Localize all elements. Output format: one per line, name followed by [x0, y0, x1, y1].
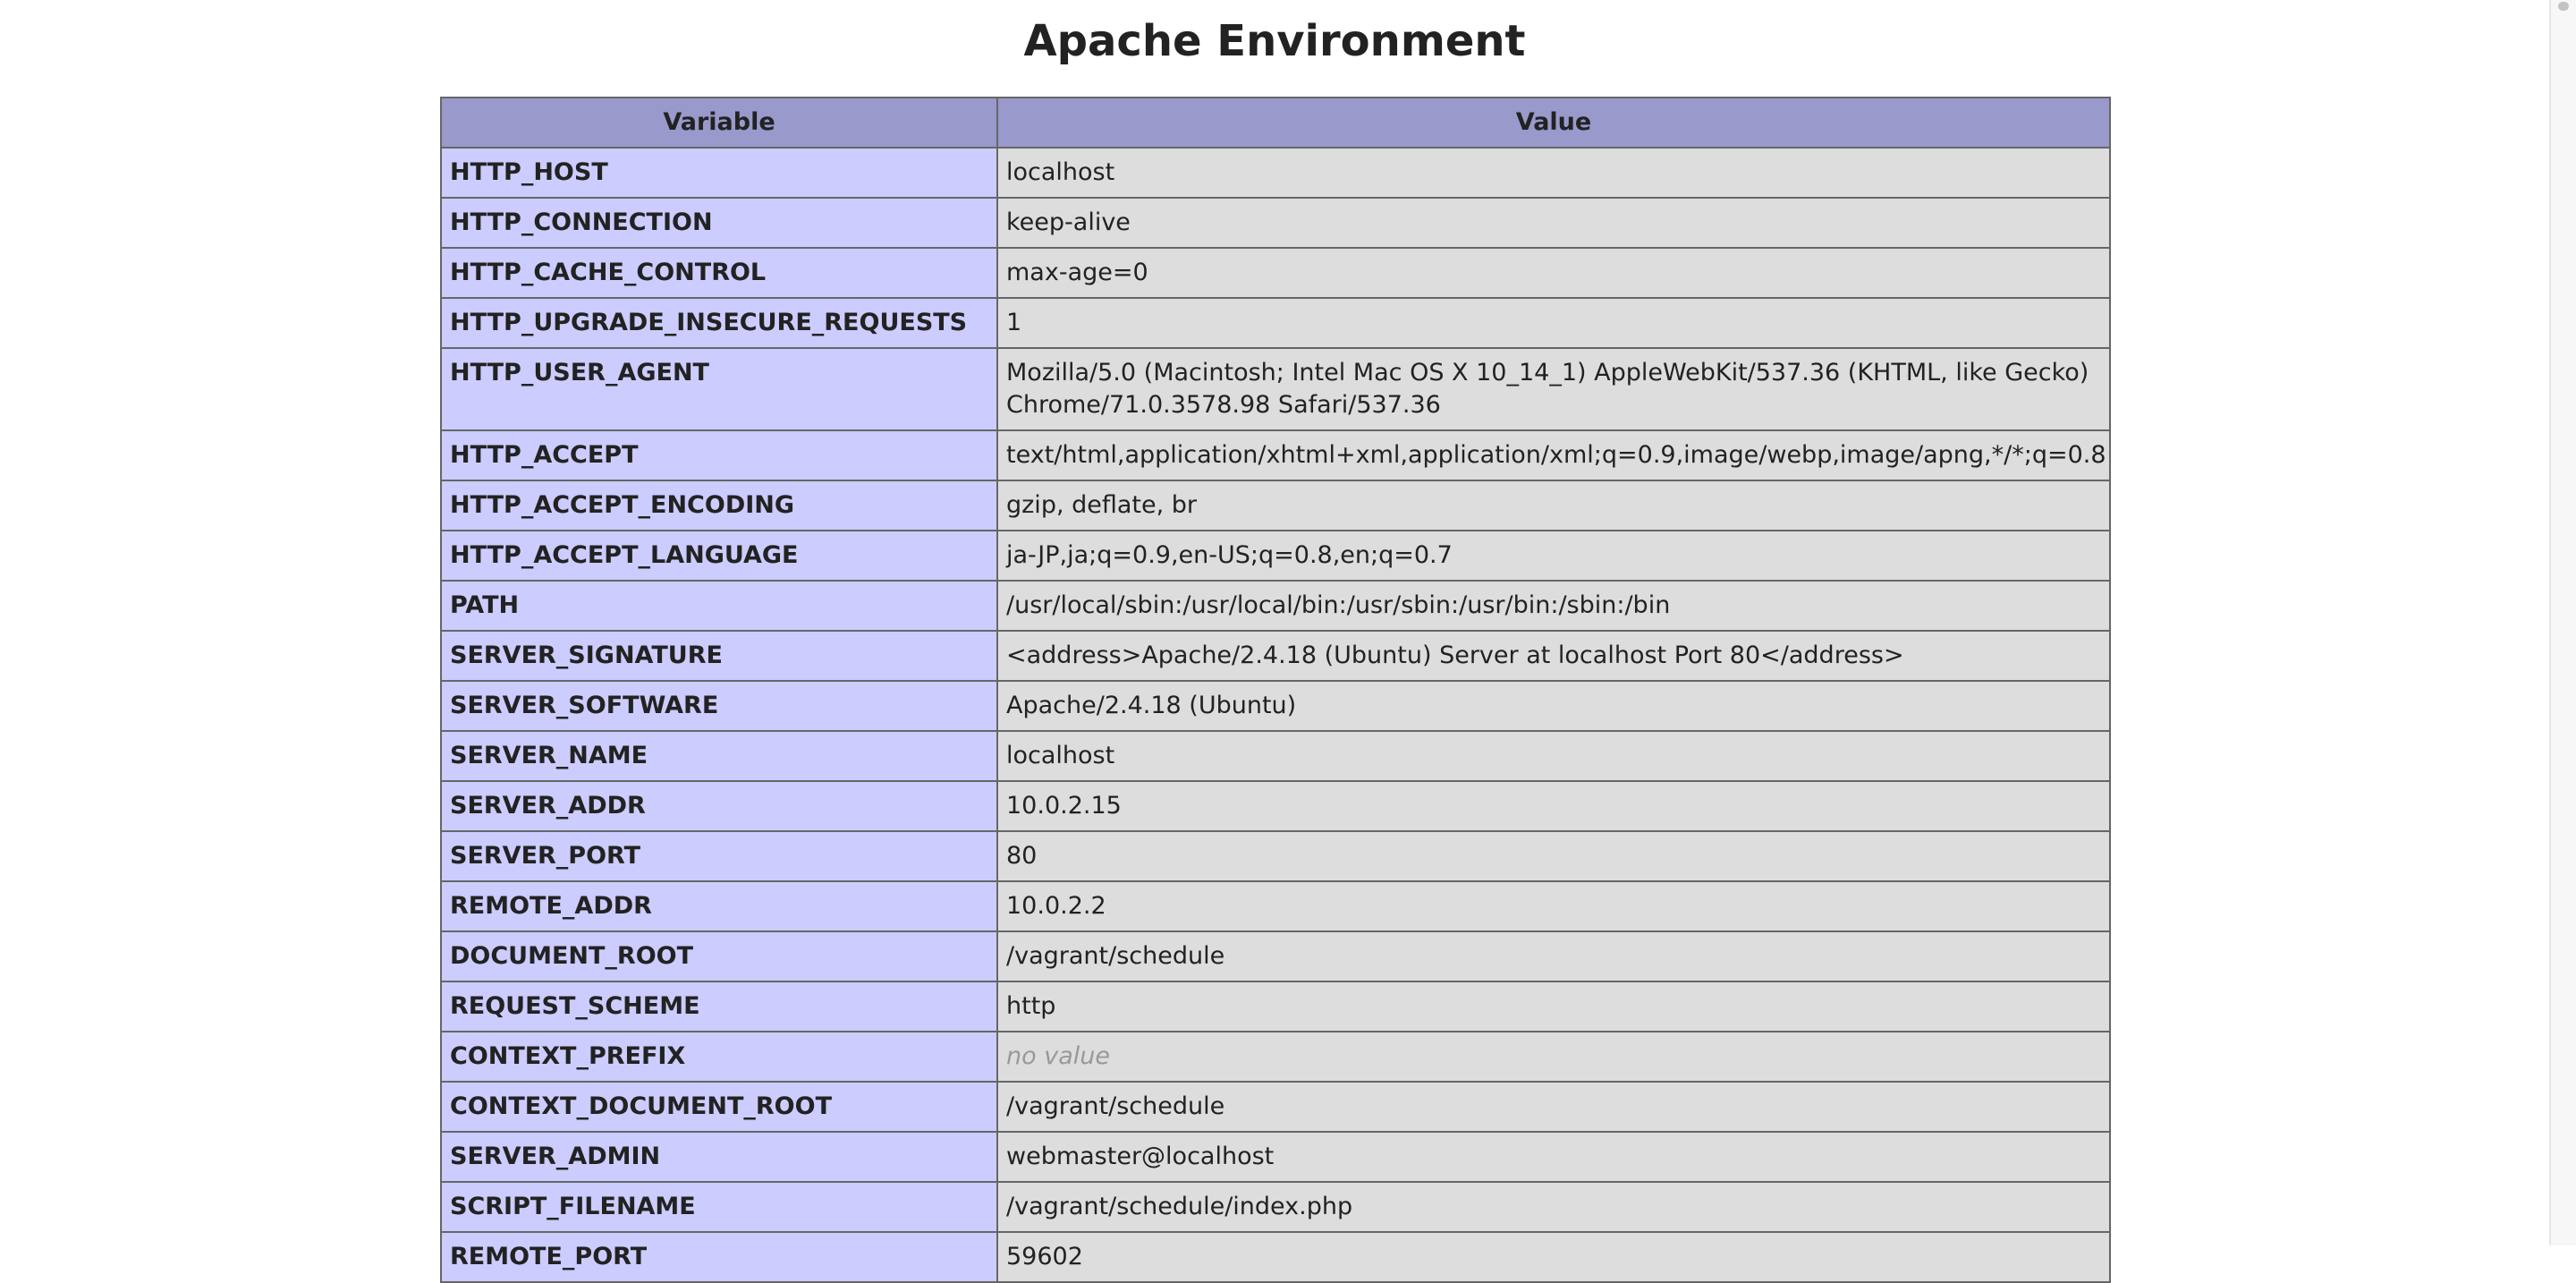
- variable-value-cell: localhost: [997, 148, 2110, 198]
- variable-name-cell: SCRIPT_FILENAME: [441, 1182, 997, 1232]
- variable-value-cell: 59602: [997, 1232, 2110, 1282]
- table-row: [441, 430, 2110, 480]
- table-row: [441, 681, 2110, 731]
- table-row: [441, 148, 2110, 198]
- table-row: [441, 1082, 2110, 1132]
- table-row: [441, 981, 2110, 1032]
- variable-value-cell: http: [997, 981, 2110, 1032]
- variable-value-cell: <address>Apache/2.4.18 (Ubuntu) Server at localhost Port 80</address>: [997, 631, 2110, 681]
- variable-column-header: Variable: [441, 98, 997, 148]
- variable-name-cell: REMOTE_ADDR: [441, 881, 997, 931]
- variable-value-cell: /vagrant/schedule: [997, 931, 2110, 981]
- variable-name-cell: CONTEXT_PREFIX: [441, 1032, 997, 1082]
- variable-name-cell: REMOTE_PORT: [441, 1232, 997, 1282]
- variable-value-cell: Apache/2.4.18 (Ubuntu): [997, 681, 2110, 731]
- table-row: [441, 1132, 2110, 1182]
- table-row: [441, 531, 2110, 581]
- variable-name-cell: HTTP_CONNECTION: [441, 198, 997, 248]
- scrollbar-thumb[interactable]: [2558, 2, 2569, 11]
- variable-value-cell: ja-JP,ja;q=0.9,en-US;q=0.8,en;q=0.7: [997, 531, 2110, 581]
- page-title: Apache Environment: [1023, 16, 1526, 66]
- variable-value-cell: text/html,application/xhtml+xml,application/xml;q=0.9,image/webp,image/apng,*/*;q=0.8: [997, 430, 2110, 480]
- table-row: [441, 1182, 2110, 1232]
- variable-name-cell: SERVER_ADMIN: [441, 1132, 997, 1182]
- variable-name-cell: DOCUMENT_ROOT: [441, 931, 997, 981]
- table-row: [441, 1032, 2110, 1082]
- variable-value-cell: gzip, deflate, br: [997, 480, 2110, 531]
- table-row: [441, 831, 2110, 881]
- variable-value-cell: /vagrant/schedule/index.php: [997, 1182, 2110, 1232]
- variable-name-cell: REQUEST_SCHEME: [441, 981, 997, 1032]
- variable-value-cell: 10.0.2.2: [997, 881, 2110, 931]
- variable-value-cell: /vagrant/schedule: [997, 1082, 2110, 1132]
- variable-name-cell: CONTEXT_DOCUMENT_ROOT: [441, 1082, 997, 1132]
- table-row: [441, 1232, 2110, 1282]
- no-value-label: no value: [1006, 1042, 1110, 1070]
- variable-name-cell: HTTP_ACCEPT_ENCODING: [441, 480, 997, 531]
- variable-value-cell: [997, 1032, 2110, 1082]
- variable-value-cell: Mozilla/5.0 (Macintosh; Intel Mac OS X 10_14_1) AppleWebKit/537.36 (KHTML, like Gecko) Chrome/71.0.3578.98 Safari/537.36: [997, 348, 2110, 430]
- variable-name-cell: HTTP_USER_AGENT: [441, 348, 997, 430]
- variable-value-cell: webmaster@localhost: [997, 1132, 2110, 1182]
- table-row: [441, 348, 2110, 430]
- variable-name-cell: HTTP_ACCEPT_LANGUAGE: [441, 531, 997, 581]
- variable-name-cell: SERVER_NAME: [441, 731, 997, 781]
- variable-value-cell: 80: [997, 831, 2110, 881]
- variable-value-cell: /usr/local/sbin:/usr/local/bin:/usr/sbin:/usr/bin:/sbin:/bin: [997, 581, 2110, 631]
- variable-value-cell: keep-alive: [997, 198, 2110, 248]
- variable-name-cell: SERVER_SOFTWARE: [441, 681, 997, 731]
- table-row: [441, 781, 2110, 831]
- table-row: [441, 581, 2110, 631]
- variable-name-cell: SERVER_PORT: [441, 831, 997, 881]
- variable-value-cell: 10.0.2.15: [997, 781, 2110, 831]
- table-row: [441, 931, 2110, 981]
- variable-name-cell: SERVER_ADDR: [441, 781, 997, 831]
- variable-name-cell: HTTP_UPGRADE_INSECURE_REQUESTS: [441, 298, 997, 348]
- apache-environment-table: [440, 97, 2111, 1283]
- variable-name-cell: PATH: [441, 581, 997, 631]
- variable-value-cell: localhost: [997, 731, 2110, 781]
- table-row: [441, 631, 2110, 681]
- variable-value-cell: max-age=0: [997, 248, 2110, 298]
- vertical-scrollbar[interactable]: [2549, 0, 2576, 1245]
- variable-name-cell: HTTP_HOST: [441, 148, 997, 198]
- variable-name-cell: HTTP_ACCEPT: [441, 430, 997, 480]
- table-row: [441, 480, 2110, 531]
- table-row: [441, 298, 2110, 348]
- variable-name-cell: SERVER_SIGNATURE: [441, 631, 997, 681]
- table-row: [441, 881, 2110, 931]
- table-row: [441, 198, 2110, 248]
- variable-value-cell: 1: [997, 298, 2110, 348]
- table-row: [441, 731, 2110, 781]
- value-column-header: Value: [997, 98, 2110, 148]
- table-body: [441, 148, 2110, 1282]
- variable-name-cell: HTTP_CACHE_CONTROL: [441, 248, 997, 298]
- table-header-row: [441, 98, 2110, 148]
- table-row: [441, 248, 2110, 298]
